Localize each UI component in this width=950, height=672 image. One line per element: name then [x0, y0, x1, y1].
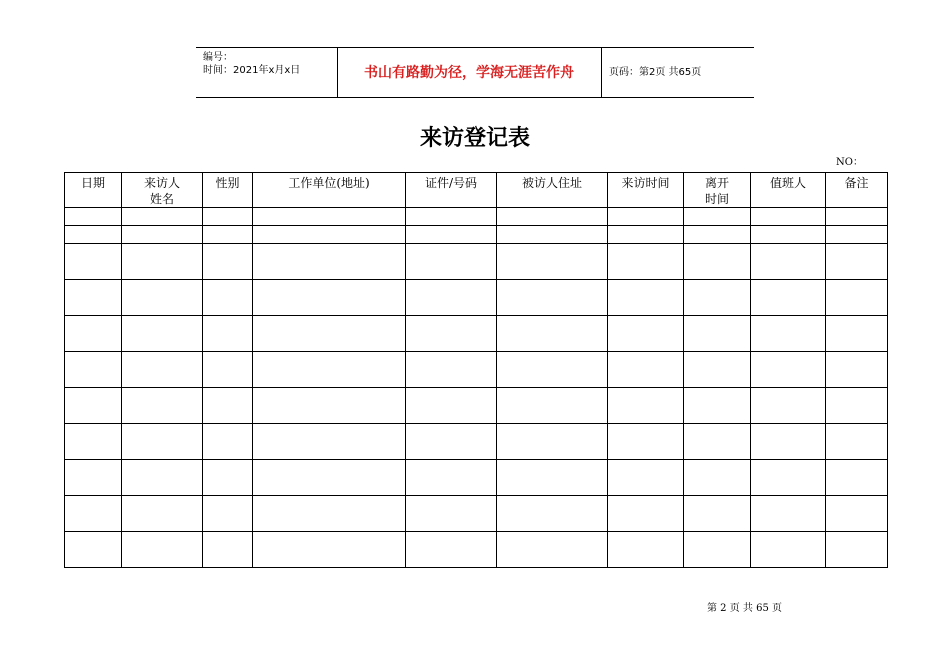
table-cell	[406, 316, 497, 352]
table-cell	[684, 208, 751, 226]
table-cell	[253, 352, 406, 388]
visitor-register-table	[64, 172, 888, 568]
col-work-unit-header: 工作单位(地址)	[253, 173, 406, 208]
table-cell	[684, 424, 751, 460]
table-row	[65, 208, 888, 226]
header-page-cell	[602, 48, 754, 97]
table-cell	[751, 316, 826, 352]
header-page-info: 页码：第2页 共65页	[609, 67, 702, 78]
table-cell	[406, 496, 497, 532]
table-cell	[253, 226, 406, 244]
table-cell	[497, 316, 608, 352]
table-cell	[65, 388, 122, 424]
col-remarks-header: 备注	[826, 173, 888, 208]
table-cell	[684, 280, 751, 316]
table-cell	[122, 208, 203, 226]
table-cell	[684, 352, 751, 388]
table-cell	[65, 532, 122, 568]
table-cell	[497, 280, 608, 316]
table-cell	[406, 388, 497, 424]
table-cell	[608, 316, 684, 352]
table-cell	[497, 424, 608, 460]
table-cell	[253, 280, 406, 316]
page-title: 来访登记表	[419, 125, 530, 151]
table-row	[65, 424, 888, 460]
table-cell	[203, 208, 253, 226]
table-cell	[65, 280, 122, 316]
serial-number-label: NO：	[836, 157, 863, 168]
table-cell	[497, 532, 608, 568]
table-cell	[203, 532, 253, 568]
table-cell	[406, 424, 497, 460]
table-cell	[826, 226, 888, 244]
table-cell	[203, 226, 253, 244]
header-slogan-cell	[337, 48, 602, 97]
table-cell	[406, 460, 497, 496]
table-cell	[497, 352, 608, 388]
table-cell	[65, 424, 122, 460]
table-row	[65, 388, 888, 424]
table-cell	[65, 226, 122, 244]
col-id-number-header: 证件/号码	[406, 173, 497, 208]
table-cell	[203, 316, 253, 352]
table-cell	[608, 532, 684, 568]
table-cell	[684, 226, 751, 244]
table-cell	[497, 226, 608, 244]
table-row	[65, 496, 888, 532]
table-cell	[608, 280, 684, 316]
table-cell	[253, 496, 406, 532]
table-row	[65, 352, 888, 388]
table-cell	[751, 280, 826, 316]
table-row	[65, 226, 888, 244]
table-cell	[497, 388, 608, 424]
table-cell	[684, 244, 751, 280]
table-cell	[608, 496, 684, 532]
table-cell	[122, 244, 203, 280]
table-cell	[65, 352, 122, 388]
table-cell	[203, 280, 253, 316]
table-cell	[826, 532, 888, 568]
table-cell	[65, 496, 122, 532]
table-cell	[826, 388, 888, 424]
col-leave-time-header: 离开 时间	[684, 173, 751, 208]
col-visitee-address-header: 被访人住址	[497, 173, 608, 208]
table-row	[65, 460, 888, 496]
table-cell	[751, 496, 826, 532]
table-cell	[751, 244, 826, 280]
table-cell	[826, 280, 888, 316]
table-body	[65, 208, 888, 568]
table-cell	[122, 280, 203, 316]
table-cell	[608, 244, 684, 280]
table-cell	[203, 424, 253, 460]
table-cell	[751, 226, 826, 244]
table-cell	[608, 388, 684, 424]
table-cell	[684, 460, 751, 496]
header-info-cell	[196, 48, 338, 97]
table-cell	[826, 208, 888, 226]
table-cell	[406, 280, 497, 316]
table-cell	[608, 352, 684, 388]
table-cell	[406, 532, 497, 568]
table-cell	[65, 460, 122, 496]
table-header-row	[65, 173, 888, 208]
table-cell	[406, 226, 497, 244]
table-cell	[608, 226, 684, 244]
table-cell	[751, 208, 826, 226]
table-cell	[122, 496, 203, 532]
table-cell	[684, 496, 751, 532]
table-cell	[253, 532, 406, 568]
table-cell	[608, 460, 684, 496]
table-row	[65, 280, 888, 316]
col-date-header: 日期	[65, 173, 122, 208]
table-cell	[122, 226, 203, 244]
table-cell	[684, 532, 751, 568]
table-cell	[826, 316, 888, 352]
table-cell	[406, 352, 497, 388]
table-cell	[826, 496, 888, 532]
table-cell	[203, 496, 253, 532]
header-slogan: 书山有路勤为径，学海无涯苦作舟	[364, 65, 574, 81]
table-cell	[684, 388, 751, 424]
table-cell	[608, 208, 684, 226]
table-cell	[684, 316, 751, 352]
table-cell	[253, 460, 406, 496]
table-row	[65, 532, 888, 568]
col-visit-time-header: 来访时间	[608, 173, 684, 208]
document-time-label: 时间：2021年x月x日	[203, 65, 301, 76]
table-cell	[122, 424, 203, 460]
table-cell	[122, 388, 203, 424]
table-row	[65, 244, 888, 280]
table-cell	[497, 208, 608, 226]
page-footer: 第 2 页 共 65 页	[707, 603, 782, 614]
table-cell	[65, 208, 122, 226]
table-cell	[406, 244, 497, 280]
table-cell	[751, 388, 826, 424]
table-cell	[253, 424, 406, 460]
table-cell	[203, 388, 253, 424]
document-number-label: 编号：	[203, 52, 233, 63]
table-cell	[751, 424, 826, 460]
table-cell	[122, 460, 203, 496]
table-cell	[497, 460, 608, 496]
col-visitor-name-header: 来访人 姓名	[122, 173, 203, 208]
table-cell	[253, 316, 406, 352]
table-cell	[122, 532, 203, 568]
document-header	[196, 47, 754, 98]
table-cell	[826, 352, 888, 388]
table-cell	[497, 496, 608, 532]
table-cell	[497, 244, 608, 280]
table-cell	[826, 424, 888, 460]
table-row	[65, 316, 888, 352]
table-cell	[253, 244, 406, 280]
table-cell	[253, 208, 406, 226]
col-duty-person-header: 值班人	[751, 173, 826, 208]
table-cell	[751, 352, 826, 388]
table-cell	[65, 244, 122, 280]
table-cell	[826, 460, 888, 496]
table-cell	[608, 424, 684, 460]
table-cell	[122, 316, 203, 352]
table-cell	[203, 244, 253, 280]
table-cell	[65, 316, 122, 352]
table-cell	[751, 532, 826, 568]
table-cell	[826, 244, 888, 280]
table-cell	[406, 208, 497, 226]
table-cell	[203, 460, 253, 496]
table-cell	[203, 352, 253, 388]
table-cell	[751, 460, 826, 496]
col-gender-header: 性别	[203, 173, 253, 208]
table-cell	[122, 352, 203, 388]
table-cell	[253, 388, 406, 424]
